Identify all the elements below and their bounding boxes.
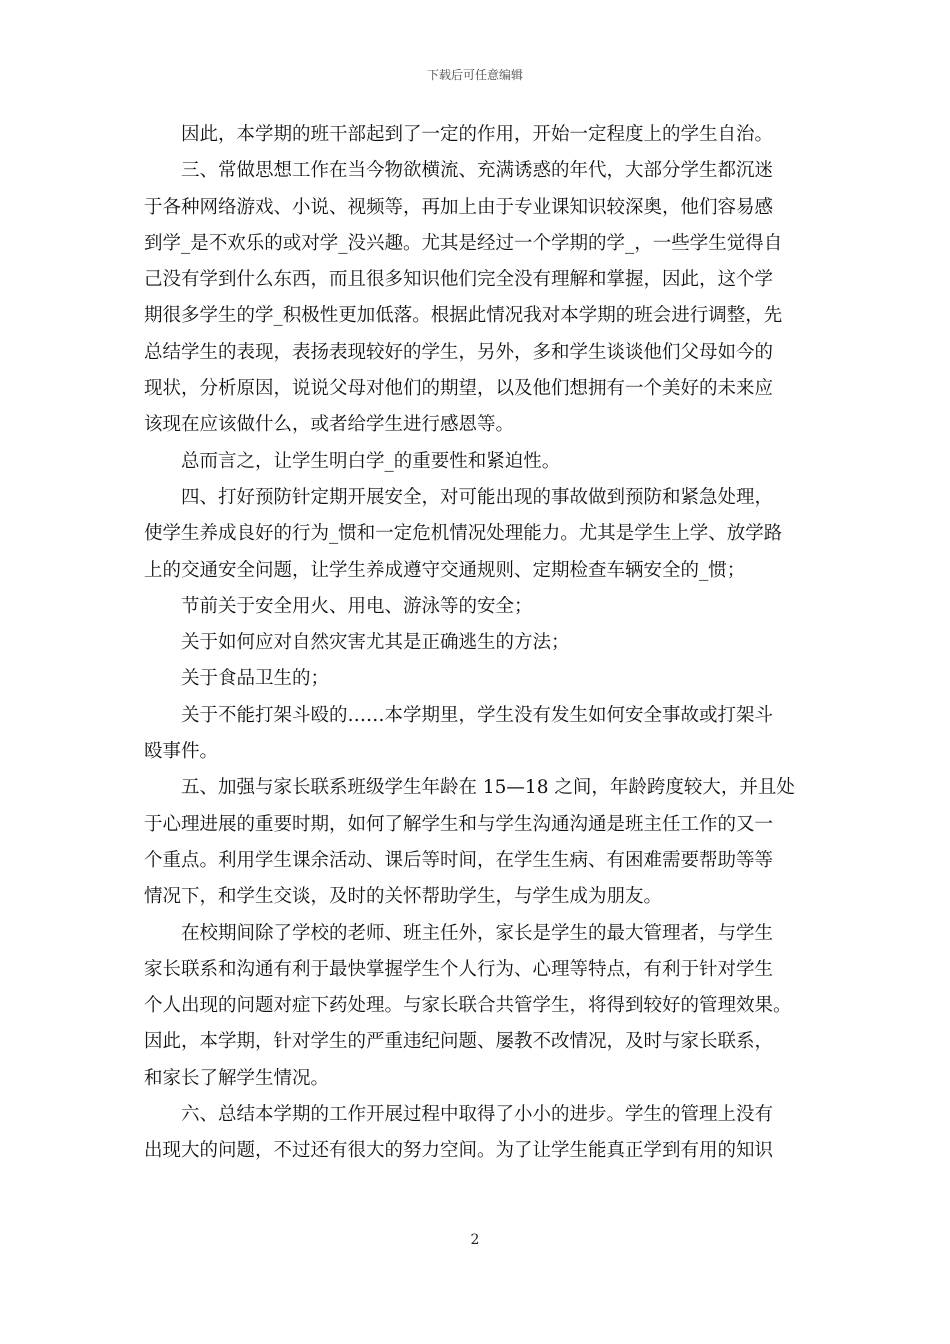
text-line: 四、打好预防针定期开展安全，对可能出现的事故做到预防和紧急处理， (144, 486, 774, 508)
text-line: 个人出现的问题对症下药处理。与家长联合共管学生，将得到较好的管理效果。 (144, 995, 792, 1017)
text-line: 总而言之，让学生明白学_的重要性和紧迫性。 (144, 450, 561, 472)
text-line: 关于食品卫生的； (144, 668, 330, 690)
page-number: 2 (470, 1232, 480, 1248)
text-line: 于各种网络游戏、小说、视频等，再加上由于专业课知识较深奥，他们容易感 (144, 196, 774, 218)
page-header: 下载后可任意编辑 (426, 68, 523, 82)
text-line: 个重点。利用学生课余活动、课后等时间，在学生生病、有困难需要帮助等等 (144, 849, 774, 871)
document-body (144, 117, 822, 1170)
text-line: 在校期间除了学校的老师、班主任外，家长是学生的最大管理者，与学生 (144, 922, 774, 944)
text-line: 总结学生的表现，表扬表现较好的学生，另外，多和学生谈谈他们父母如今的 (144, 341, 774, 363)
text-line: 关于不能打架斗殴的……本学期里，学生没有发生如何安全事故或打架斗 (144, 704, 774, 726)
text-line: 到学_是不欢乐的或对学_没兴趣。尤其是经过一个学期的学_，一些学生觉得自 (144, 232, 783, 254)
text-line: 该现在应该做什么，或者给学生进行感恩等。 (144, 414, 515, 436)
text-line: 己没有学到什么东西，而且很多知识他们完全没有理解和掌握，因此，这个学 (144, 269, 774, 291)
text-line: 使学生养成良好的行为_惯和一定危机情况处理能力。尤其是学生上学、放学路 (144, 523, 783, 545)
text-line: 和家长了解学生情况。 (144, 1067, 330, 1089)
text-line: 节前关于安全用火、用电、游泳等的安全； (144, 595, 533, 617)
text-line: 殴事件。 (144, 741, 219, 763)
text-line: 于心理进展的重要时期，如何了解学生和与学生沟通沟通是班主任工作的又一 (144, 813, 774, 835)
text-line: 关于如何应对自然灾害尤其是正确逃生的方法； (144, 632, 570, 654)
text-line: 六、总结本学期的工作开展过程中取得了小小的进步。学生的管理上没有 (144, 1104, 774, 1126)
text-line: 五、加强与家长联系班级学生年龄在 15—18 之间，年龄跨度较大，并且处 (144, 777, 795, 799)
text-line: 因此，本学期，针对学生的严重违纪问题、屡教不改情况，及时与家长联系， (144, 1031, 774, 1053)
text-line: 家长联系和沟通有利于最快掌握学生个人行为、心理等特点，有利于针对学生 (144, 958, 774, 980)
text-line: 情况下，和学生交谈，及时的关怀帮助学生，与学生成为朋友。 (144, 886, 663, 908)
text-line: 期很多学生的学_积极性更加低落。根据此情况我对本学期的班会进行调整，先 (144, 305, 783, 327)
text-line: 上的交通安全问题，让学生养成遵守交通规则、定期检查车辆安全的_惯； (144, 559, 746, 581)
text-line: 三、常做思想工作在当今物欲横流、充满诱惑的年代，大部分学生都沉迷 (144, 160, 774, 182)
text-line: 现状，分析原因，说说父母对他们的期望，以及他们想拥有一个美好的未来应 (144, 378, 774, 400)
text-line: 因此，本学期的班干部起到了一定的作用，开始一定程度上的学生自治。 (144, 124, 774, 145)
text-line: 出现大的问题，不过还有很大的努力空间。为了让学生能真正学到有用的知识 (144, 1140, 774, 1162)
